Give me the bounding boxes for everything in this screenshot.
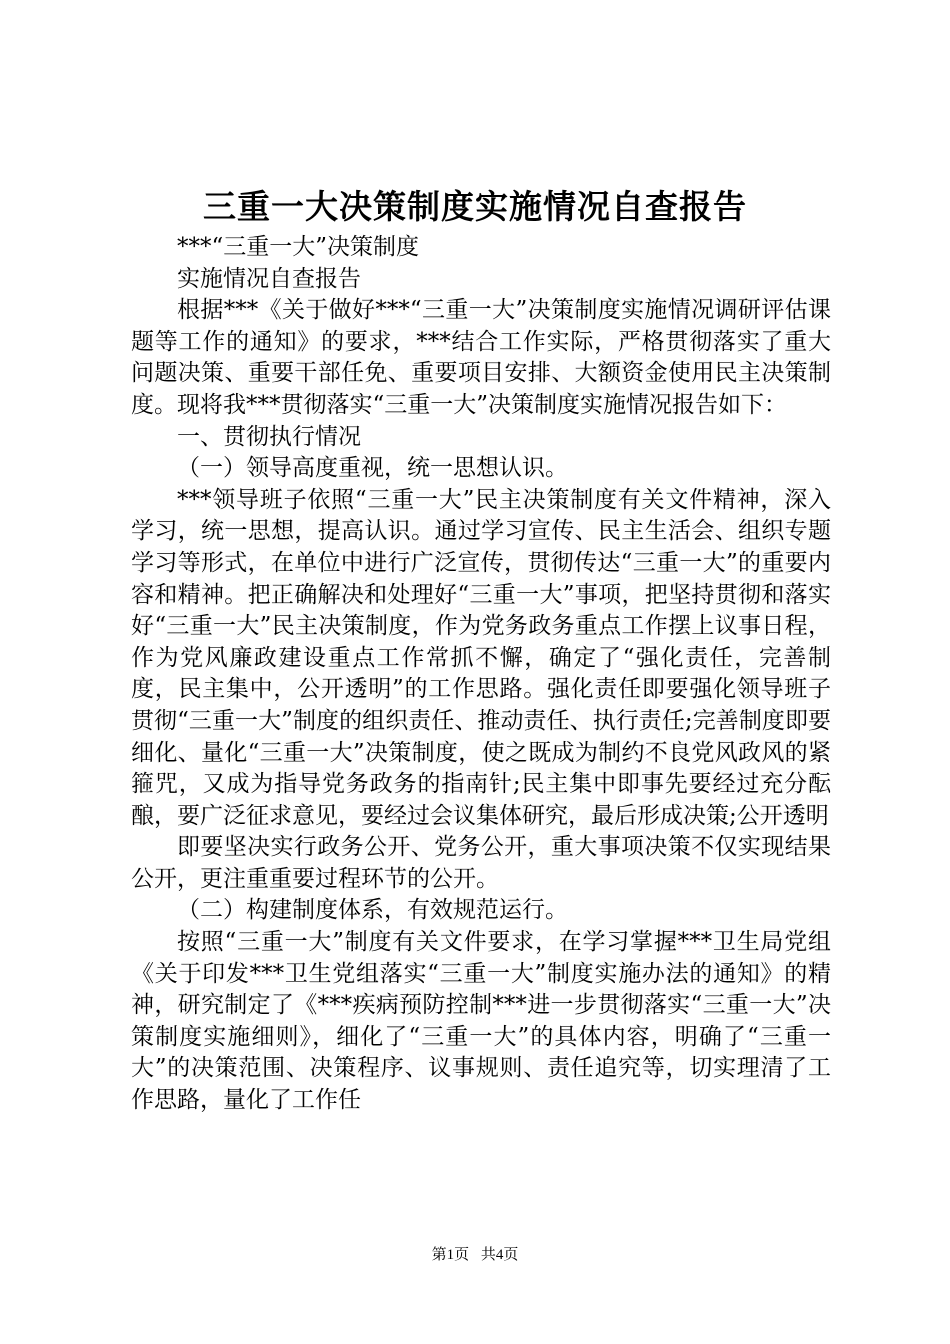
document-body [131,232,831,1117]
subtitle-line-2: 实施情况自查报告 [177,265,361,292]
page-total: 共4页 [480,1247,519,1263]
body-paragraph-2: 即要坚决实行政务公开、党务公开，重大事项决策不仅实现结果公开，更注重重要过程环节的公开。 [131,834,831,892]
body-paragraph-3: 按照“三重一大”制度有关文件要求，在学习掌握***卫生局党组《关于印发***卫生党组落实“三重一大”制度实施办法的通知》的精神，研究制定了《***疾病预防控制***进一步贯彻落实“三重一大”决策制度实施细则》，细化了“三重一大”的具体内容，明确了“三重一大”的决策范围、决策程序、议事规则、责任追究等，切实理清了工作思路，量化了工作任 [131,929,831,1114]
body-paragraph-1: ***领导班子依照“三重一大”民主决策制度有关文件精神，深入学习，统一思想，提高认识。通过学习宣传、民主生活会、组织专题学习等形式，在单位中进行广泛宣传，贯彻传达“三重一大”的重要内容和精神。把正确解决和处理好“三重一大”事项，把坚持贯彻和落实好“三重一大”民主决策制度，作为党务政务重点工作摆上议事日程，作为党风廉政建设重点工作常抓不懈，确定了“强化责任，完善制度，民主集中，公开透明”的工作思路。强化责任即要强化领导班子贯彻“三重一大”制度的组织责任、推动责任、执行责任;完善制度即要细化、量化“三重一大”决策制度，使之既成为制约不良党风政风的紧箍咒，又成为指导党务政务的指南针;民主集中即事先要经过充分酝酿，要广泛征求意见，要经过会议集体研究，最后形成决策;公开透明 [131,486,831,829]
subsection-heading-2: （二）构建制度体系，有效规范运行。 [177,897,568,924]
section-heading-1: 一、贯彻执行情况 [177,423,361,450]
document-title: 三重一大决策制度实施情况自查报告 [203,187,747,226]
subtitle-line-1: ***“三重一大”决策制度 [177,234,420,260]
page-number: 第1页 [431,1247,470,1263]
page-footer [0,1243,950,1264]
intro-paragraph: 根据***《关于做好***“三重一大”决策制度实施情况调研评估课题等工作的通知》的要求，***结合工作实际，严格贯彻落实了重大问题决策、重要干部任免、重要项目安排、大额资金使用民主决策制度。现将我***贯彻落实“三重一大”决策制度实施情况报告如下： [131,297,831,418]
subsection-heading-1: （一）领导高度重视，统一思想认识。 [177,455,568,482]
